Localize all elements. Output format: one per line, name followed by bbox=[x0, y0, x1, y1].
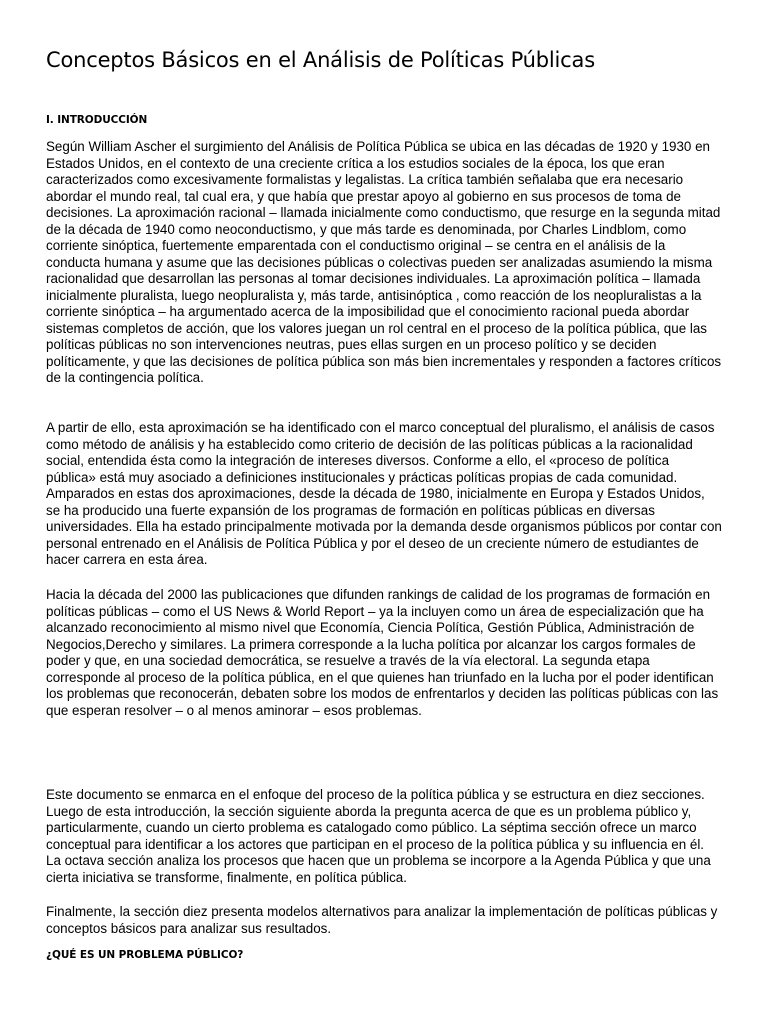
paragraph-2: A partir de ello, esta aproximación se ha identificado con el marco conceptual del pluralismo, el análisis de casos como método de análisis y ha establecido como criterio de decisión de las políticas públicas a la racionalidad social, entendida ésta como la integración de intereses diversos. Conforme a ello, el «proceso de política pública» está muy asociado a definiciones institucionales y prácticas políticas propias de cada comunidad. Amparados en estas dos aproximaciones, desde la década de 1980, inicialmente en Europa y Estados Unidos, se ha producido una fuerte expansión de los programas de formación en políticas públicas en diversas universidades. Ella ha estado principalmente motivada por la demanda desde organismos públicos por contar con personal entrenado en el Análisis de Política Pública y por el deseo de un creciente número de estudiantes de hacer carrera en esta área. bbox=[46, 420, 722, 567]
paragraph-1: Según William Ascher el surgimiento del Análisis de Política Pública se ubica en las décadas de 1920 y 1930 en Estados Unidos, en el contexto de una creciente crítica a los estudios sociales de la época, los que eran caracterizados como excesivamente formalistas y legalistas. La crítica también señalaba que era necesario abordar el mundo real, tal cual era, y que había que prestar apoyo al gobierno en sus procesos de toma de decisiones. La aproximación racional – llamada inicialmente como conductismo, que resurge en la segunda mitad de la década de 1940 como neoconductismo, y que más tarde es denominada, por Charles Lindblom, como corriente sinóptica, fuertemente emparentada con el conductismo original – se centra en el análisis de la conducta humana y asume que las decisiones públicas o colectivas pueden ser analizadas asumiendo la misma racionalidad que desarrollan las personas al tomar decisiones individuales. La aproximación política – llamada inicialmente pluralista, luego neopluralista y, más tarde, antisinóptica , como reacción de los neopluralistas a la corriente sinóptica – ha argumentado acerca de la imposibilidad que el conocimiento racional pueda abordar sistemas completos de acción, que los valores juegan un rol central en el proceso de la política pública, que las políticas públicas no son intervenciones neutras, pues ellas surgen en un proceso político y se deciden políticamente, y que las decisiones de política pública son más bien incrementales y responden a factores críticos de la contingencia política. bbox=[46, 139, 722, 385]
paragraph-4: Este documento se enmarca en el enfoque del proceso de la política pública y se estructura en diez secciones. Luego de esta introducción, la sección siguiente aborda la pregunta acerca de que es un problema público y, particularmente, cuando un cierto problema es catalogado como público. La séptima sección ofrece un marco conceptual para identificar a los actores que participan en el proceso de la política pública y su influencia en él. La octava sección analiza los procesos que hacen que un problema se incorpore a la Agenda Pública y que una cierta iniciativa se transforme, finalmente, en política pública. bbox=[46, 787, 711, 885]
section-heading-introduccion: I. INTRODUCCIÓN bbox=[46, 114, 148, 126]
paragraph-3: Hacia la década del 2000 las publicaciones que difunden rankings de calidad de los programas de formación en políticas públicas – como el US News & World Report – ya la incluyen como un área de especialización que ha alcanzado reconocimiento al mismo nivel que Economía, Ciencia Política, Gestión Pública, Administración de Negocios,Derecho y similares. La primera corresponde a la lucha política por alcanzar los cargos formales de poder y que, en una sociedad democrática, se resuelve a través de la vía electoral. La segunda etapa corresponde al proceso de la política pública, en el que quienes han triunfado en la lucha por el poder identifican los problemas que reconocerán, debaten sobre los modos de enfrentarlos y deciden las políticas públicas con las que esperan resolver – o al menos aminorar – esos problemas. bbox=[46, 587, 719, 718]
document-title: Conceptos Básicos en el Análisis de Políticas Públicas bbox=[46, 48, 595, 72]
section-heading-problema-publico: ¿QUÉ ES UN PROBLEMA PÚBLICO? bbox=[46, 949, 244, 961]
paragraph-5: Finalmente, la sección diez presenta modelos alternativos para analizar la implementación de políticas públicas y conceptos básicos para analizar sus resultados. bbox=[46, 904, 718, 936]
